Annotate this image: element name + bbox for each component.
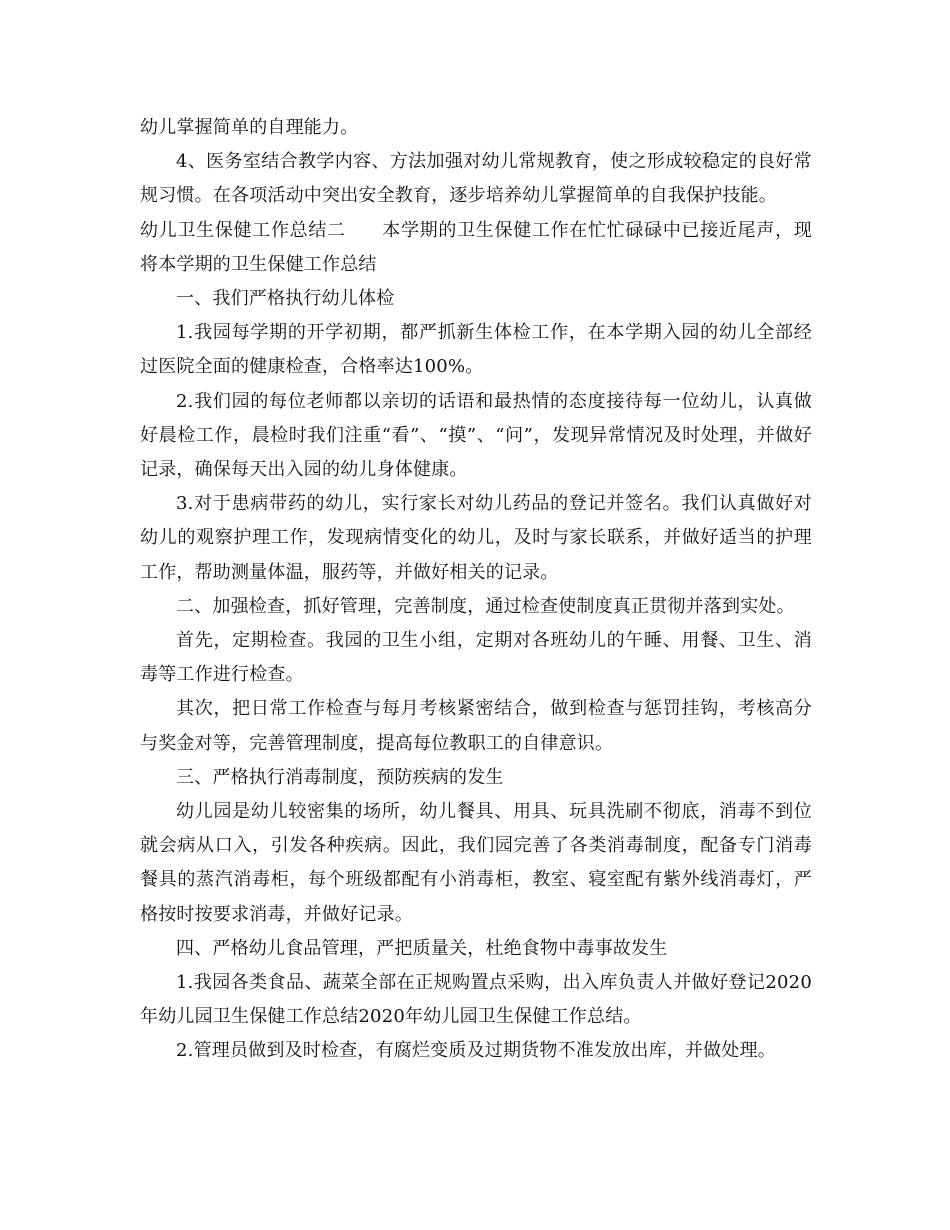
paragraph-3 (140, 214, 812, 282)
paragraph-11: 2.管理员做到及时检查，有腐烂变质及过期货物不准发放出库，并做处理。 (176, 1040, 776, 1062)
heading-4: 四、严格幼儿食品管理，严把质量关，杜绝食物中毒事故发生 (176, 937, 668, 959)
paragraph-5: 2.我们园的每位老师都以亲切的话语和最热情的态度接待每一位幼儿，认真做好晨检工作，晨检时我们注重“看”、“摸”、“问”，发现异常情况及时处理，并做好记录，确保每天出入园的幼儿身体健康。 (140, 390, 812, 481)
paragraph-9: 幼儿园是幼儿较密集的场所，幼儿餐具、用具、玩具洗刷不彻底，消毒不到位就会病从口入，引发各种疾病。因此，我们园完善了各类消毒制度，配备专门消毒餐具的蒸汽消毒柜，每个班级都配有小消毒柜，教室、寝室配有紫外线消毒灯，严格按时按要求消毒，并做好记录。 (140, 801, 812, 925)
paragraph-6: 3.对于患病带药的幼儿，实行家长对幼儿药品的登记并签名。我们认真做好对幼儿的观察护理工作，发现病情变化的幼儿，及时与家长联系，并做好适当的护理工作，帮助测量体温，服药等，并做好相关的记录。 (140, 493, 812, 583)
section-intro: 本学期的卫生保健工作在忙忙碌碌中已接近尾声，现将本学期的卫生保健工作总结 (140, 219, 812, 275)
paragraph-10: 1.我园各类食品、蔬菜全部在正规购置点采购，出入库负责人并做好登记2020年幼儿园卫生保健工作总结2020年幼儿园卫生保健工作总结。 (140, 972, 812, 1028)
paragraph-2: 4、医务室结合教学内容、方法加强对幼儿常规教育，使之形成较稳定的良好常规习惯。在各项活动中突出安全教育，逐步培养幼儿掌握简单的自我保护技能。 (140, 151, 812, 207)
heading-2: 二、加强检查，抓好管理，完善制度，通过检查使制度真正贯彻并落到实处。 (176, 595, 795, 617)
section-title: 幼儿卫生保健工作总结二 (140, 219, 346, 241)
paragraph-8: 其次，把日常工作检查与每月考核紧密结合，做到检查与惩罚挂钩，考核高分与奖金对等，完善管理制度，提高每位教职工的自律意识。 (140, 698, 812, 754)
paragraph-7: 首先，定期检查。我园的卫生小组，定期对各班幼儿的午睡、用餐、卫生、消毒等工作进行检查。 (140, 630, 812, 686)
paragraph-4: 1.我园每学期的开学初期，都严抓新生体检工作，在本学期入园的幼儿全部经过医院全面的健康检查，合格率达100%。 (140, 322, 812, 378)
heading-1: 一、我们严格执行幼儿体检 (176, 288, 395, 310)
heading-3: 三、严格执行消毒制度，预防疾病的发生 (176, 766, 504, 788)
paragraph-1: 幼儿掌握简单的自理能力。 (140, 117, 359, 138)
document-body (140, 111, 812, 1069)
